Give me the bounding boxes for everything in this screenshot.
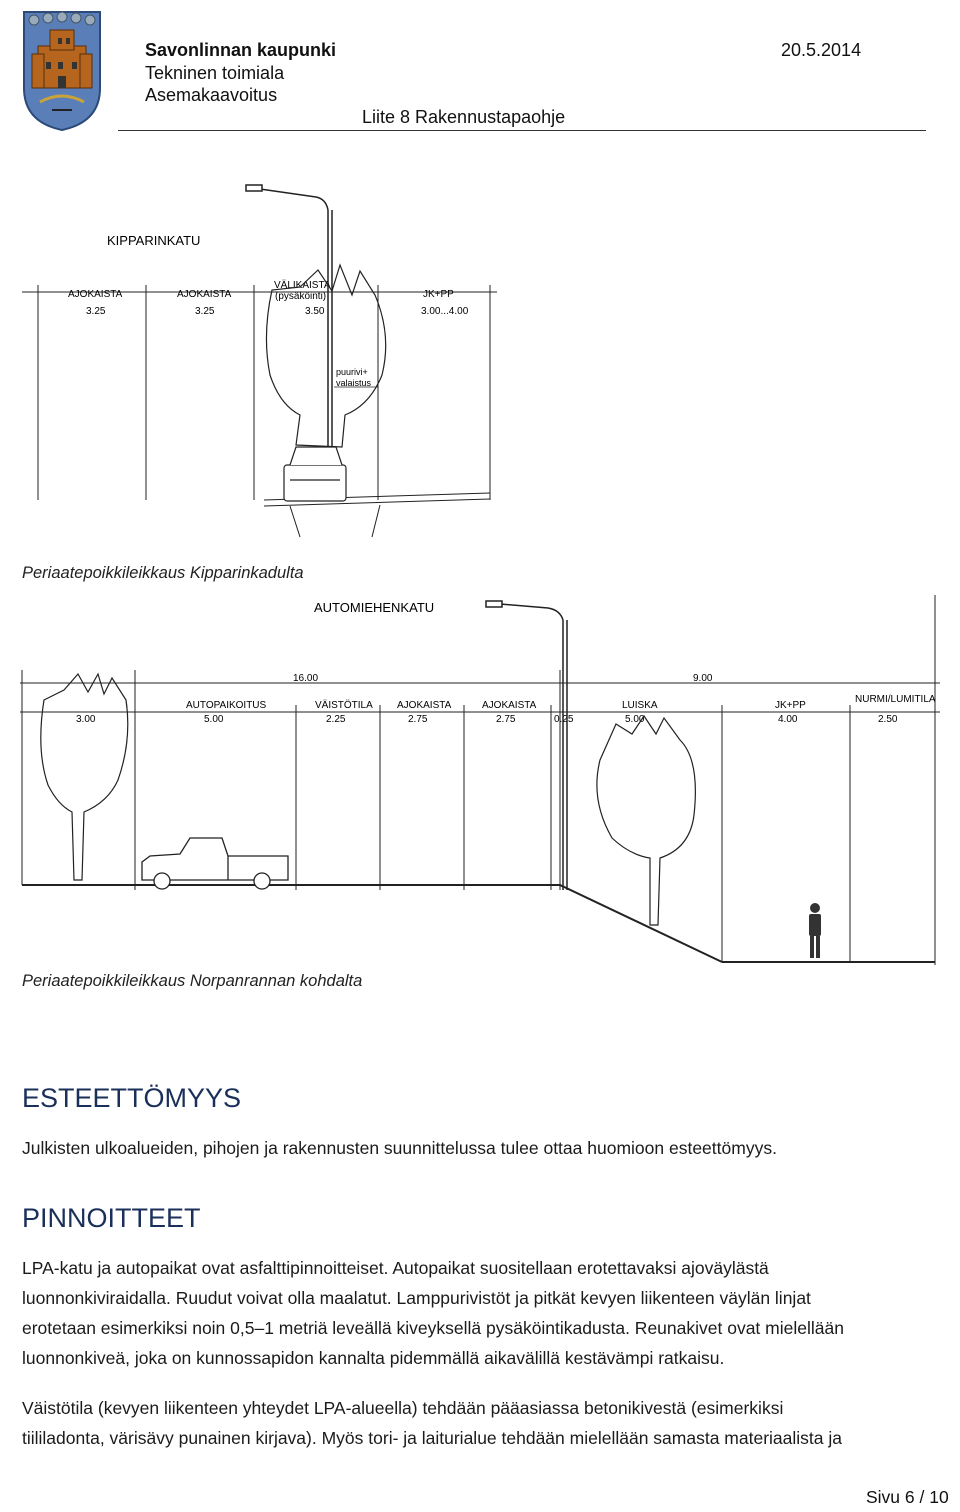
pedestrian-icon <box>809 903 821 958</box>
lane-width: 2.75 <box>408 714 428 725</box>
kipparinkatu-cross-section <box>0 175 520 545</box>
lane-width: 2.75 <box>496 714 516 725</box>
header-rule <box>118 130 926 131</box>
tree-icon <box>597 716 696 925</box>
lane-width: 4.00 <box>778 714 798 725</box>
lane-label: JK+PP <box>775 700 806 711</box>
total-width: 9.00 <box>693 673 713 684</box>
lane-label: LUISKA <box>622 700 658 711</box>
paragraph <box>22 1253 844 1373</box>
figure-caption: Periaatepoikkileikkaus Kipparinkadulta <box>22 564 304 582</box>
lane-label: VÄLIKAISTA <box>274 280 331 291</box>
paragraph-line: tiililadonta, värisävy punainen kirjava). Myös tori- ja laiturialue tehdään mielellään samasta materiaalista ja <box>22 1428 842 1448</box>
paragraph <box>22 1133 777 1163</box>
lane-sublabel: (pysäköinti) <box>275 291 327 302</box>
header-date: 20.5.2014 <box>781 40 862 60</box>
page-number: Sivu 6 / 10 <box>866 1487 949 1507</box>
lane-width: 3.00 <box>76 714 96 725</box>
parked-car-icon <box>284 447 346 501</box>
paragraph-line: LPA-katu ja autopaikat ovat asfalttipinnoitteiset. Autopaikat suositellaan erotettavaksi ajoväylästä <box>22 1258 769 1278</box>
lane-width: 3.00...4.00 <box>421 306 469 317</box>
lane-width: 3.25 <box>195 306 215 317</box>
header-document: Liite 8 Rakennustapaohje <box>362 107 566 127</box>
parked-pickup-icon <box>142 838 288 889</box>
lane-label: VÄISTÖTILA <box>315 700 373 711</box>
lane-label: NURMI/LUMITILA <box>855 694 936 705</box>
paragraph-line: Julkisten ulkoalueiden, pihojen ja rakennusten suunnittelussa tulee ottaa huomioon esteettömyys. <box>22 1138 777 1158</box>
coat-of-arms-logo <box>22 10 102 132</box>
lane-label: AJOKAISTA <box>397 700 452 711</box>
lane-width: 3.25 <box>86 306 106 317</box>
street-lamp-icon <box>486 601 567 890</box>
note-text: valaistus <box>336 378 372 388</box>
paragraph <box>22 1393 842 1453</box>
header-org: Savonlinnan kaupunki <box>145 40 337 60</box>
total-width: 16.00 <box>293 673 319 684</box>
lane-label: JK+PP <box>423 289 454 300</box>
street-name: KIPPARINKATU <box>107 233 201 248</box>
lane-label: AUTOPAIKOITUS <box>186 700 267 711</box>
lane-label: AJOKAISTA <box>68 289 123 300</box>
note-text: puurivi+ <box>336 367 368 377</box>
automiehenkatu-cross-section <box>0 590 960 980</box>
lane-width: 3.50 <box>305 306 325 317</box>
lane-width: 0.25 <box>554 714 574 725</box>
paragraph-line: Väistötila (kevyen liikenteen yhteydet LPA-alueella) tehdään pääasiassa betonikivestä (esimerkiksi <box>22 1398 784 1418</box>
section-heading: ESTEETTÖMYYS <box>22 1083 242 1113</box>
section-heading: PINNOITTEET <box>22 1203 201 1233</box>
paragraph-line: luonnonkiveä, joka on kunnossapidon kannalta pidemmällä aikavälillä kestävämpi ratkaisu. <box>22 1348 725 1368</box>
lane-width: 2.25 <box>326 714 346 725</box>
tree-icon <box>41 674 128 880</box>
lane-width: 5.00 <box>625 714 645 725</box>
lane-width: 5.00 <box>204 714 224 725</box>
paragraph-line: erotetaan esimerkiksi noin 0,5–1 metriä leveällä kiveyksellä pysäköintikadusta. Reunakivet ovat mielellään <box>22 1318 844 1338</box>
paragraph-line: luonnonkiviraidalla. Ruudut voivat olla maalatut. Lamppurivistöt ja pitkät kevyen liikenteen väylän linjat <box>22 1288 811 1308</box>
header-unit: Asemakaavoitus <box>145 85 278 105</box>
lane-label: AJOKAISTA <box>482 700 537 711</box>
street-name: AUTOMIEHENKATU <box>314 600 435 615</box>
header-dept: Tekninen toimiala <box>145 63 285 83</box>
lane-label: AJOKAISTA <box>177 289 232 300</box>
lane-width: 2.50 <box>878 714 898 725</box>
figure-caption: Periaatepoikkileikkaus Norpanrannan kohdalta <box>22 972 363 990</box>
